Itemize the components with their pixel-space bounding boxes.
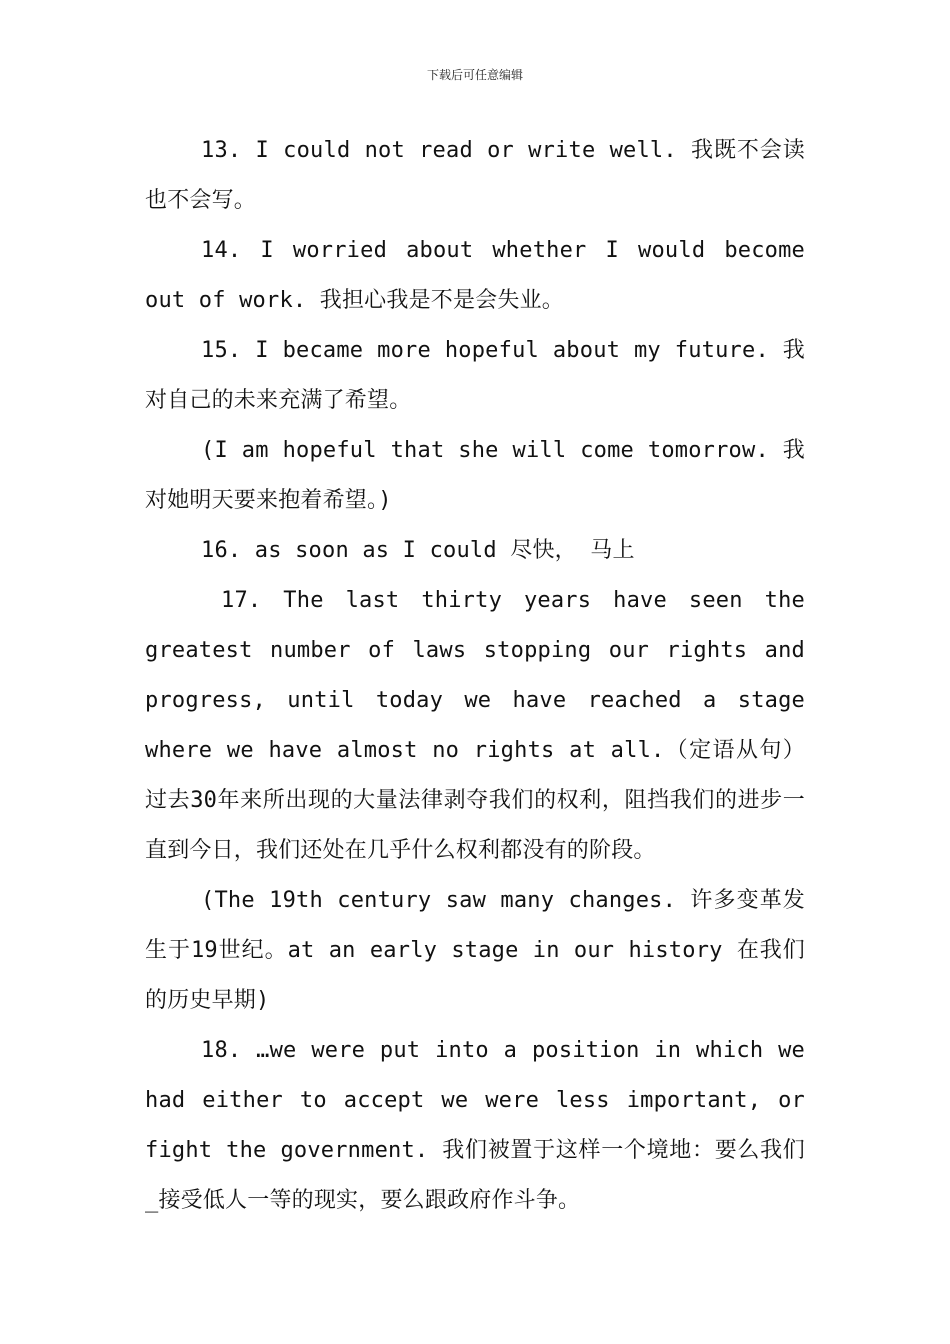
paragraph-13: 13. I could not read or write well. 我既不会读也不会写。 <box>145 138 805 213</box>
paragraph-15: 15. I became more hopeful about my future. 我对自己的未来充满了希望。 <box>145 338 805 413</box>
page-header: 下载后可任意编辑 <box>426 68 523 82</box>
paragraph-15-example: (I am hopeful that she will come tomorrow. 我对她明天要来抱着希望。) <box>145 438 805 513</box>
paragraph-18: 18. …we were put into a position in which we had either to accept we were less important, or fight the government. 我们被置于这样一个境地：要么我们_接受低人一等的现实，要么跟政府作斗争。 <box>145 1038 805 1213</box>
document-body <box>145 126 805 1226</box>
paragraph-16: 16. as soon as I could 尽快， 马上 <box>201 538 635 563</box>
paragraph-14: 14. I worried about whether I would become out of work. 我担心我是不是会失业。 <box>145 238 805 313</box>
paragraph-17: 17. The last thirty years have seen the greatest number of laws stopping our rights and progress, until today we have reached a stage where we have almost no rights at all.（定语从句）过去30年来所出现的大量法律剥夺我们的权利，阻挡我们的进步一直到今日，我们还处在几乎什么权利都没有的阶段。 <box>145 588 805 863</box>
paragraph-17-example: (The 19th century saw many changes. 许多变革发生于19世纪。at an early stage in our history 在我们的历史早期) <box>145 888 805 1013</box>
